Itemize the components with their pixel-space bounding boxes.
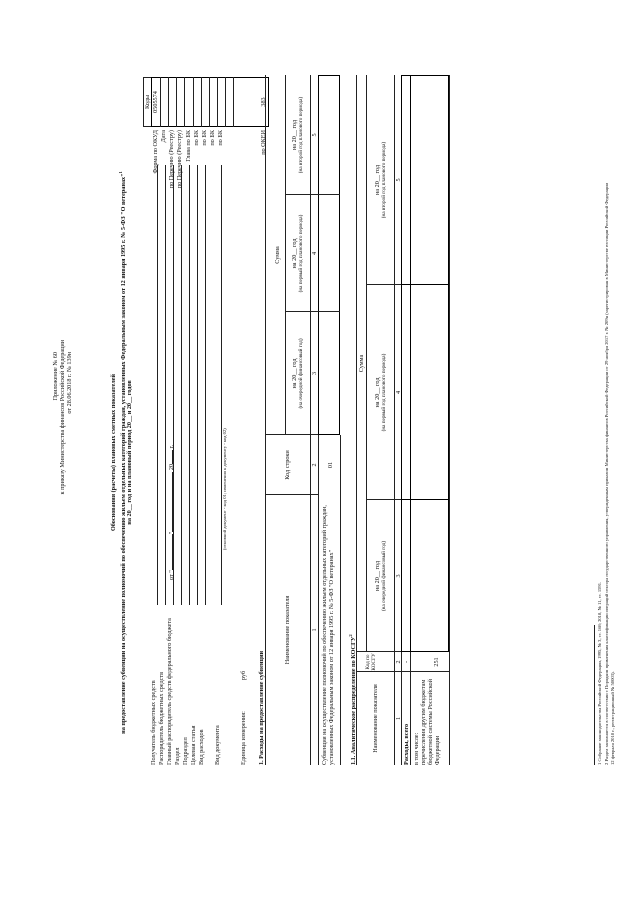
s11-row-inc-name: в том числе: [413,732,420,765]
s11-header-y1-sub: (на очередной финансовый год) [381,540,387,612]
field-label: Получатель бюджетных средств [150,680,157,765]
appendix-line-3: от 28.06.2018 г. № 139н [66,352,73,414]
codes-header: Коды [144,94,151,110]
code-label: по Перечню (Реестру) [176,130,183,189]
s1-num-5: 5 [311,133,318,137]
s11-header-y3-sub: (на второй год планового периода) [381,141,387,219]
code-label: Дата [160,130,167,143]
s1-header-y3: на 20__ год [291,120,298,150]
field-label: Целевая статья [190,725,197,765]
s11-num-1: 1 [395,716,402,721]
s1-num-4: 4 [311,251,318,256]
s1-header-y2-sub: (на первый год планового периода) [298,214,304,293]
footnote-2-cont: 12 февраля 2018 г., регистрационный № 50003). [610,671,615,765]
footnote-2: 2 Раздел заполняется в соответствии с Порядком применения классификации операций сектора государственного управления, утвержденным приказом Министерства финансов Российской Федерации от 29 ноября 2017 г. № 209н (зарегистрирован в Министерстве юстиции Российской Федерации [604,182,609,765]
s1-header-y1-sub: (на очередной финансовый год) [298,338,304,409]
s11-row-total-code: - [403,660,410,664]
date-year: 20 [168,463,175,471]
code-label: по Перечню (Реестру) [168,130,175,189]
s11-num-5: 5 [395,178,402,182]
s11-row-total-name: Расходы, всего [403,723,410,765]
field-input-line [157,165,158,605]
code-label: по БК [201,130,208,146]
s1-row-code: 01 [327,461,334,469]
date-quote-open: от " [168,570,175,580]
field-input-line [189,165,190,605]
code-value: 0505574 [152,91,159,113]
code-label: по БК [193,130,200,146]
code-value: 383 [260,97,267,107]
section11-title-text: 1.1. Аналитическое распределение по КОСГУ [350,636,358,765]
code-label: по БК [217,130,224,146]
s1-num-1: 1 [311,628,318,632]
s1-row-values-box [318,75,340,435]
s11-num-4: 4 [395,390,402,395]
code-label: Форма по ОКУД [152,130,159,174]
s1-header-y2: на 20__ год [291,238,298,269]
s11-row-transfer-name: перечисления другим бюджетам бюджетной системы Российской Федерации [420,679,442,765]
s11-row-transfer-code: 251 [433,657,440,667]
s11-header-y3: на 20__ год [374,165,381,195]
s11-header-code: Код по КОСГУ [365,653,377,671]
code-label: по ОКЕИ [260,130,267,155]
s11-values-box [401,75,449,652]
field-label: Подраздел [182,737,189,765]
s11-num-3: 3 [395,574,402,578]
s1-row-name: Субвенция на осуществление полномочий по обеспечению жильем отдельных категорий граждан, установленных Федеральным законом от 12 января 1995 г. № 5-ФЗ "О ветеранах" [321,505,336,765]
date-suffix: г. [168,445,175,449]
field-label: Раздел [174,747,181,765]
s1-header-code: Код строки [284,450,291,480]
date-quote-close: " [168,531,175,535]
title-footnote-ref: 1 [118,171,123,174]
field-label: Вид документа [214,725,221,765]
s1-header-y1: на 20__ год [291,358,298,389]
doc-type-note: (основной документ - код 01; изменения к документу - код 02) [222,428,227,550]
s1-num-2: 2 [311,463,318,467]
appendix-line-1: Приложение № 60 [52,352,59,401]
title-text: на предоставление субвенции на осуществление полномочий по обеспечению жильем отдельных категорий граждан, установленных Федеральным законом от 12 января 1995 г. № 5-ФЗ "О ветеранах" [120,173,128,734]
s11-header-name: Наименование показателя [372,684,379,753]
unit-label: Единица измерения: [240,711,247,765]
unit-value: руб [240,670,247,680]
title-line-1: Обоснования (расчеты) плановых сметных показателей [110,374,117,532]
field-label: Распорядитель бюджетных средств [158,671,165,765]
title-line-3: на 20__ год и на плановый период 20__ и 20__ годов [126,380,133,525]
s1-num-3: 3 [311,371,318,376]
s1-header-y3-sub: (на второй год планового периода) [298,96,304,174]
s11-header-y2-sub: (на первый год планового периода) [381,353,387,432]
code-label: по БК [209,130,216,146]
field-input-line [165,165,166,605]
s11-header-sum: Сумма [358,354,365,373]
footnote-1: 1 Собрание законодательства Российской Федерации, 1995, № 3, ст. 168; 2018, № 11, ст. 1591. [597,581,602,765]
section11-footnote-ref: 2 [348,634,353,637]
date-line [168,445,175,580]
field-label: Главный распорядитель средств федерального бюджета [166,618,173,765]
field-input-line [205,165,206,605]
appendix-line-2: к приказу Министерства финансов Российской Федерации [59,340,66,495]
section1-title: 1. Расходы на предоставление субвенции [258,650,265,765]
s11-num-2: 2 [395,660,402,664]
field-input-line [173,165,174,605]
s1-header-sum: Сумма [274,246,281,264]
s11-header-y2: на 20__ год [374,377,381,408]
s1-header-name: Наименование показателя [284,595,291,665]
field-input-line [181,165,182,605]
field-input-line [197,165,198,605]
field-label: Вид расходов [198,729,205,765]
code-label: Глава по БК [185,130,192,162]
s11-header-y1: на 20__ год [374,561,381,591]
